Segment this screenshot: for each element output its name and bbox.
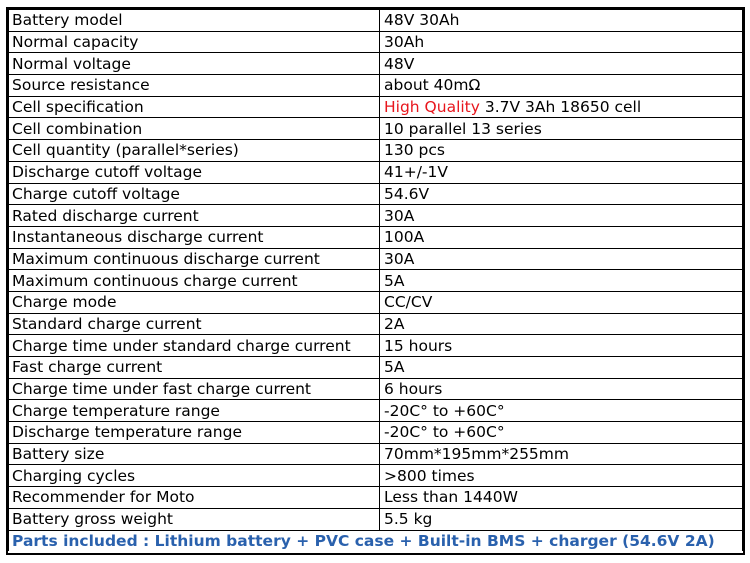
param-label: Charge mode xyxy=(9,291,380,313)
param-label: Standard charge current xyxy=(9,313,380,335)
table-row xyxy=(9,96,743,118)
param-value: 30A xyxy=(380,205,743,227)
param-value: Less than 1440W xyxy=(380,487,743,509)
param-label: Battery model xyxy=(9,10,380,32)
param-value: 100A xyxy=(380,226,743,248)
param-value: -20C° to +60C° xyxy=(380,400,743,422)
param-label: Cell combination xyxy=(9,118,380,140)
param-label: Source resistance xyxy=(9,75,380,97)
table-row xyxy=(9,53,743,75)
param-value: 5A xyxy=(380,357,743,379)
table-row xyxy=(9,465,743,487)
param-label: Charge temperature range xyxy=(9,400,380,422)
table-row xyxy=(9,422,743,444)
spec-sheet xyxy=(6,7,745,555)
param-value: 48V 30Ah xyxy=(380,10,743,32)
table-row xyxy=(9,161,743,183)
parts-included-text: Parts included : Lithium battery + PVC case + Built-in BMS + charger (54.6V 2A) xyxy=(9,530,743,551)
param-value: 41+/-1V xyxy=(380,161,743,183)
param-label: Battery size xyxy=(9,443,380,465)
param-label: Maximum continuous discharge current xyxy=(9,248,380,270)
param-label: Cell specification xyxy=(9,96,380,118)
table-row xyxy=(9,75,743,97)
spec-table-body xyxy=(9,10,743,552)
param-label: Maximum continuous charge current xyxy=(9,270,380,292)
param-label: Normal voltage xyxy=(9,53,380,75)
table-row xyxy=(9,248,743,270)
param-value: 30Ah xyxy=(380,31,743,53)
param-value: >800 times xyxy=(380,465,743,487)
table-row xyxy=(9,487,743,509)
spec-table xyxy=(8,9,743,551)
param-label: Normal capacity xyxy=(9,31,380,53)
table-row xyxy=(9,205,743,227)
table-row xyxy=(9,443,743,465)
table-row xyxy=(9,10,743,32)
table-row xyxy=(9,357,743,379)
param-label: Instantaneous discharge current xyxy=(9,226,380,248)
table-row xyxy=(9,335,743,357)
table-row xyxy=(9,226,743,248)
param-label: Cell quantity (parallel*series) xyxy=(9,140,380,162)
table-row xyxy=(9,118,743,140)
param-value: 15 hours xyxy=(380,335,743,357)
cell-spec-text: 3.7V 3Ah 18650 cell xyxy=(479,98,642,117)
table-row xyxy=(9,140,743,162)
param-value: 10 parallel 13 series xyxy=(380,118,743,140)
param-value: CC/CV xyxy=(380,291,743,313)
param-label: Charge time under fast charge current xyxy=(9,378,380,400)
param-label: Charge time under standard charge current xyxy=(9,335,380,357)
table-row xyxy=(9,378,743,400)
param-value xyxy=(380,96,743,118)
param-value: -20C° to +60C° xyxy=(380,422,743,444)
table-row xyxy=(9,31,743,53)
param-value: 48V xyxy=(380,53,743,75)
table-row xyxy=(9,313,743,335)
param-value: 30A xyxy=(380,248,743,270)
param-label: Discharge temperature range xyxy=(9,422,380,444)
param-label: Charging cycles xyxy=(9,465,380,487)
table-row xyxy=(9,270,743,292)
param-label: Battery gross weight xyxy=(9,508,380,530)
param-value: 5.5 kg xyxy=(380,508,743,530)
table-row xyxy=(9,291,743,313)
param-value: 6 hours xyxy=(380,378,743,400)
param-value: 2A xyxy=(380,313,743,335)
param-label: Rated discharge current xyxy=(9,205,380,227)
param-value: 5A xyxy=(380,270,743,292)
table-row xyxy=(9,183,743,205)
param-label: Charge cutoff voltage xyxy=(9,183,380,205)
param-value: 54.6V xyxy=(380,183,743,205)
table-row xyxy=(9,400,743,422)
param-label: Recommender for Moto xyxy=(9,487,380,509)
high-quality-highlight: High Quality xyxy=(384,98,480,117)
param-value: about 40mΩ xyxy=(380,75,743,97)
param-value: 130 pcs xyxy=(380,140,743,162)
param-value: 70mm*195mm*255mm xyxy=(380,443,743,465)
param-label: Discharge cutoff voltage xyxy=(9,161,380,183)
table-row xyxy=(9,508,743,530)
param-label: Fast charge current xyxy=(9,357,380,379)
parts-included-row xyxy=(9,530,743,551)
